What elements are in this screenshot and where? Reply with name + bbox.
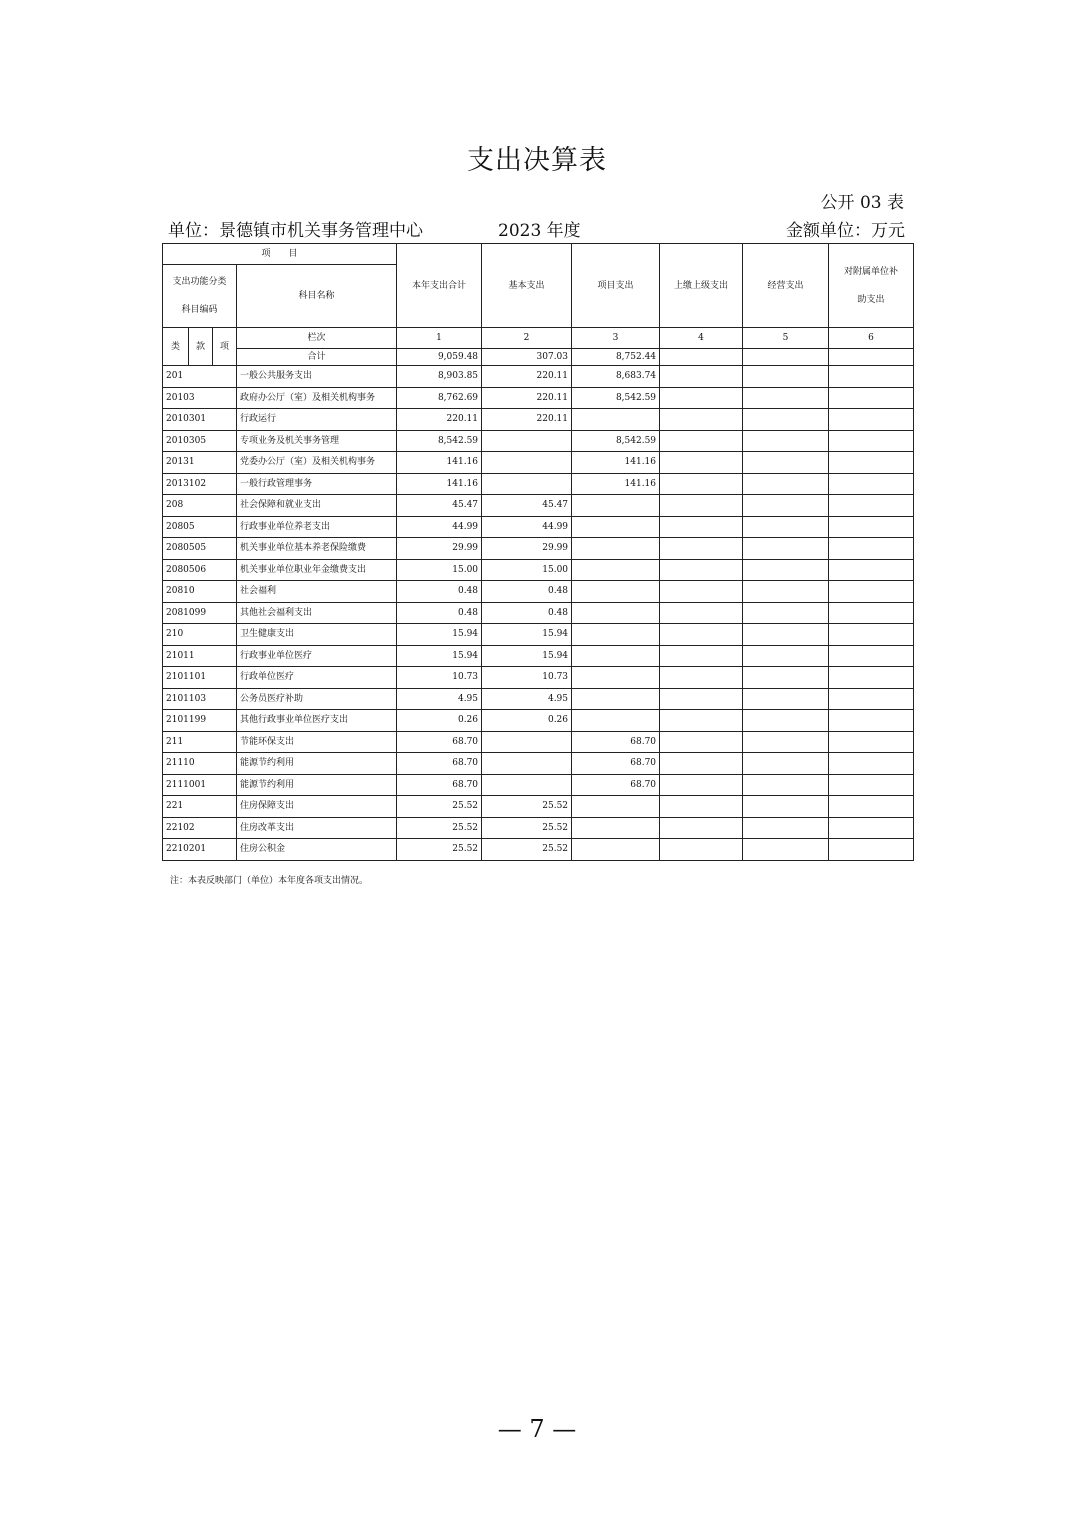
row-value: 15.94 — [482, 645, 572, 667]
table-code: 公开 03 表 — [820, 193, 904, 213]
row-value — [829, 387, 914, 409]
header-col-subsidy-label: 对附属单位补助支出 — [844, 266, 899, 305]
table-row — [163, 731, 914, 753]
header-kuan: 款 — [189, 328, 213, 366]
row-value: 141.16 — [572, 473, 660, 495]
row-value — [660, 387, 743, 409]
row-value — [572, 796, 660, 818]
row-value: 68.70 — [572, 731, 660, 753]
header-lei: 类 — [163, 328, 189, 366]
row-code: 201 — [163, 366, 237, 388]
row-value — [829, 731, 914, 753]
row-code: 2080506 — [163, 559, 237, 581]
row-code: 2101101 — [163, 667, 237, 689]
expenditure-table — [162, 243, 914, 861]
row-value — [743, 559, 829, 581]
row-value: 4.95 — [482, 688, 572, 710]
row-value — [743, 839, 829, 861]
row-value — [743, 710, 829, 732]
row-value — [660, 366, 743, 388]
row-value — [743, 538, 829, 560]
row-value — [660, 624, 743, 646]
table-row — [163, 645, 914, 667]
row-subject-name: 住房公积金 — [237, 839, 397, 861]
total-value — [743, 349, 829, 366]
row-subject-name: 社会保障和就业支出 — [237, 495, 397, 517]
row-value: 44.99 — [482, 516, 572, 538]
row-value: 220.11 — [397, 409, 482, 431]
col-num: 5 — [743, 328, 829, 349]
row-value — [660, 688, 743, 710]
fiscal-year: 2023 年度 — [498, 221, 581, 241]
table-row — [163, 473, 914, 495]
row-code: 211 — [163, 731, 237, 753]
header-func-code-label: 支出功能分类科目编码 — [172, 277, 227, 315]
row-code: 2111001 — [163, 774, 237, 796]
row-value: 68.70 — [397, 731, 482, 753]
row-value — [829, 667, 914, 689]
row-subject-name: 行政事业单位医疗 — [237, 645, 397, 667]
row-value — [743, 452, 829, 474]
row-value: 25.52 — [397, 839, 482, 861]
row-value: 10.73 — [397, 667, 482, 689]
row-subject-name: 政府办公厅（室）及相关机构事务 — [237, 387, 397, 409]
row-value — [660, 430, 743, 452]
row-value — [660, 731, 743, 753]
row-code: 20131 — [163, 452, 237, 474]
row-value — [743, 495, 829, 517]
header-subject-name: 科目名称 — [237, 265, 397, 328]
row-value — [660, 645, 743, 667]
row-value: 15.00 — [397, 559, 482, 581]
col-num: 6 — [829, 328, 914, 349]
row-value — [743, 409, 829, 431]
row-value — [829, 430, 914, 452]
row-value — [829, 516, 914, 538]
table-row — [163, 559, 914, 581]
row-value: 45.47 — [482, 495, 572, 517]
row-value — [829, 710, 914, 732]
row-code: 2080505 — [163, 538, 237, 560]
row-value: 68.70 — [397, 774, 482, 796]
row-value — [572, 516, 660, 538]
total-label: 合计 — [237, 349, 397, 366]
row-value: 8,903.85 — [397, 366, 482, 388]
header-col-total: 本年支出合计 — [397, 244, 482, 328]
row-value — [660, 602, 743, 624]
row-value: 68.70 — [572, 774, 660, 796]
row-code: 2013102 — [163, 473, 237, 495]
row-value — [572, 667, 660, 689]
row-code: 20103 — [163, 387, 237, 409]
header-col-basic: 基本支出 — [482, 244, 572, 328]
table-note: 注：本表反映部门（单位）本年度各项支出情况。 — [170, 876, 369, 886]
header-func-code — [163, 265, 237, 328]
col-num: 4 — [660, 328, 743, 349]
row-value: 8,762.69 — [397, 387, 482, 409]
total-value — [829, 349, 914, 366]
table-row — [163, 688, 914, 710]
col-num: 3 — [572, 328, 660, 349]
row-value: 25.52 — [482, 796, 572, 818]
table-row — [163, 581, 914, 603]
row-subject-name: 节能环保支出 — [237, 731, 397, 753]
row-code: 20805 — [163, 516, 237, 538]
row-value — [743, 731, 829, 753]
row-value — [572, 688, 660, 710]
row-subject-name: 社会福利 — [237, 581, 397, 603]
table-row — [163, 387, 914, 409]
page-title: 支出决算表 — [467, 145, 607, 176]
table-row — [163, 774, 914, 796]
row-value: 0.48 — [397, 581, 482, 603]
header-xiang: 项 — [213, 328, 237, 366]
row-value — [743, 817, 829, 839]
row-code: 2010301 — [163, 409, 237, 431]
row-value — [660, 817, 743, 839]
row-value — [572, 645, 660, 667]
row-value: 141.16 — [572, 452, 660, 474]
row-value — [482, 430, 572, 452]
row-subject-name: 能源节约利用 — [237, 774, 397, 796]
reporting-unit: 单位：景德镇市机关事务管理中心 — [168, 221, 423, 241]
row-value — [743, 796, 829, 818]
page-number: — 7 — — [497, 1415, 577, 1443]
row-value: 15.94 — [397, 624, 482, 646]
row-value — [660, 710, 743, 732]
table-row — [163, 409, 914, 431]
row-value: 0.26 — [397, 710, 482, 732]
row-value: 15.94 — [397, 645, 482, 667]
amount-unit: 金额单位：万元 — [786, 221, 905, 241]
row-value — [572, 624, 660, 646]
row-value — [829, 624, 914, 646]
header-col-subsidy — [829, 244, 914, 328]
table-row — [163, 430, 914, 452]
row-value: 8,542.59 — [397, 430, 482, 452]
row-value: 15.94 — [482, 624, 572, 646]
header-item: 项 目 — [163, 244, 397, 265]
row-value: 45.47 — [397, 495, 482, 517]
row-value: 0.26 — [482, 710, 572, 732]
row-value: 15.00 — [482, 559, 572, 581]
row-value — [743, 753, 829, 775]
row-code: 210 — [163, 624, 237, 646]
row-value: 220.11 — [482, 366, 572, 388]
row-value — [829, 774, 914, 796]
row-value: 10.73 — [482, 667, 572, 689]
total-value: 8,752.44 — [572, 349, 660, 366]
row-value — [660, 538, 743, 560]
row-subject-name: 公务员医疗补助 — [237, 688, 397, 710]
row-value — [743, 624, 829, 646]
table-row — [163, 796, 914, 818]
row-value — [482, 774, 572, 796]
header-col-remit: 上缴上级支出 — [660, 244, 743, 328]
row-subject-name: 住房改革支出 — [237, 817, 397, 839]
row-value — [660, 667, 743, 689]
table-row — [163, 710, 914, 732]
row-value — [743, 473, 829, 495]
row-value — [660, 495, 743, 517]
row-value — [660, 473, 743, 495]
row-value — [743, 366, 829, 388]
table-row — [163, 839, 914, 861]
row-value: 29.99 — [397, 538, 482, 560]
header-col-business: 经营支出 — [743, 244, 829, 328]
row-value — [572, 710, 660, 732]
row-value — [482, 452, 572, 474]
row-value — [660, 753, 743, 775]
row-subject-name: 行政事业单位养老支出 — [237, 516, 397, 538]
row-value — [482, 473, 572, 495]
row-value — [660, 774, 743, 796]
row-code: 2101199 — [163, 710, 237, 732]
row-value — [743, 602, 829, 624]
row-code: 22102 — [163, 817, 237, 839]
row-value — [572, 581, 660, 603]
row-subject-name: 行政单位医疗 — [237, 667, 397, 689]
table-row — [163, 516, 914, 538]
row-code: 20810 — [163, 581, 237, 603]
row-value — [743, 516, 829, 538]
row-value — [829, 645, 914, 667]
table-row — [163, 753, 914, 775]
row-subject-name: 专项业务及机关事务管理 — [237, 430, 397, 452]
row-value — [572, 559, 660, 581]
row-subject-name: 其他行政事业单位医疗支出 — [237, 710, 397, 732]
table-row — [163, 495, 914, 517]
total-value: 307.03 — [482, 349, 572, 366]
row-code: 2081099 — [163, 602, 237, 624]
row-value — [572, 839, 660, 861]
row-subject-name: 一般行政管理事务 — [237, 473, 397, 495]
table-row — [163, 538, 914, 560]
table-row — [163, 624, 914, 646]
row-value: 0.48 — [482, 581, 572, 603]
row-value: 68.70 — [572, 753, 660, 775]
row-code: 208 — [163, 495, 237, 517]
row-value — [829, 409, 914, 431]
row-value — [660, 796, 743, 818]
row-value: 141.16 — [397, 452, 482, 474]
row-value: 8,683.74 — [572, 366, 660, 388]
row-subject-name: 卫生健康支出 — [237, 624, 397, 646]
row-subject-name: 一般公共服务支出 — [237, 366, 397, 388]
row-value — [743, 387, 829, 409]
row-code: 2101103 — [163, 688, 237, 710]
row-value — [829, 839, 914, 861]
row-value — [743, 688, 829, 710]
row-value: 8,542.59 — [572, 387, 660, 409]
row-value — [572, 538, 660, 560]
row-value: 44.99 — [397, 516, 482, 538]
row-value — [660, 839, 743, 861]
row-code: 21011 — [163, 645, 237, 667]
total-value: 9,059.48 — [397, 349, 482, 366]
row-value — [660, 516, 743, 538]
row-value: 4.95 — [397, 688, 482, 710]
row-value: 25.52 — [397, 817, 482, 839]
row-value: 25.52 — [482, 839, 572, 861]
table-row — [163, 452, 914, 474]
row-value — [482, 753, 572, 775]
row-value: 68.70 — [397, 753, 482, 775]
row-value — [829, 581, 914, 603]
table-row — [163, 602, 914, 624]
row-code: 21110 — [163, 753, 237, 775]
row-value — [829, 538, 914, 560]
row-subject-name: 机关事业单位基本养老保险缴费 — [237, 538, 397, 560]
row-value — [660, 559, 743, 581]
row-value — [829, 366, 914, 388]
row-value — [829, 796, 914, 818]
row-value — [829, 473, 914, 495]
row-value — [743, 667, 829, 689]
row-value: 141.16 — [397, 473, 482, 495]
total-row — [163, 349, 914, 366]
row-value: 8,542.59 — [572, 430, 660, 452]
row-value — [743, 581, 829, 603]
row-value: 220.11 — [482, 409, 572, 431]
row-value: 25.52 — [482, 817, 572, 839]
row-value — [660, 452, 743, 474]
row-value: 0.48 — [397, 602, 482, 624]
row-subject-name: 其他社会福利支出 — [237, 602, 397, 624]
row-value: 0.48 — [482, 602, 572, 624]
total-value — [660, 349, 743, 366]
row-value — [660, 409, 743, 431]
table-row — [163, 667, 914, 689]
row-value — [572, 817, 660, 839]
row-subject-name: 能源节约利用 — [237, 753, 397, 775]
row-value — [829, 559, 914, 581]
row-subject-name: 党委办公厅（室）及相关机构事务 — [237, 452, 397, 474]
row-value — [482, 731, 572, 753]
row-value — [572, 495, 660, 517]
col-num: 1 — [397, 328, 482, 349]
row-value — [572, 409, 660, 431]
row-subject-name: 行政运行 — [237, 409, 397, 431]
header-lanci: 栏次 — [237, 328, 397, 349]
row-subject-name: 机关事业单位职业年金缴费支出 — [237, 559, 397, 581]
row-value — [572, 602, 660, 624]
row-value — [829, 452, 914, 474]
row-value — [829, 602, 914, 624]
row-subject-name: 住房保障支出 — [237, 796, 397, 818]
row-value: 220.11 — [482, 387, 572, 409]
row-value: 29.99 — [482, 538, 572, 560]
row-value — [829, 817, 914, 839]
row-code: 2210201 — [163, 839, 237, 861]
header-col-project: 项目支出 — [572, 244, 660, 328]
col-num: 2 — [482, 328, 572, 349]
table-row — [163, 817, 914, 839]
row-value — [829, 753, 914, 775]
row-value — [829, 495, 914, 517]
unit-line — [168, 216, 905, 240]
row-value — [660, 581, 743, 603]
table-row — [163, 366, 914, 388]
row-value — [829, 688, 914, 710]
row-value — [743, 645, 829, 667]
row-value — [743, 430, 829, 452]
row-code: 221 — [163, 796, 237, 818]
row-code: 2010305 — [163, 430, 237, 452]
row-value — [743, 774, 829, 796]
row-value: 25.52 — [397, 796, 482, 818]
